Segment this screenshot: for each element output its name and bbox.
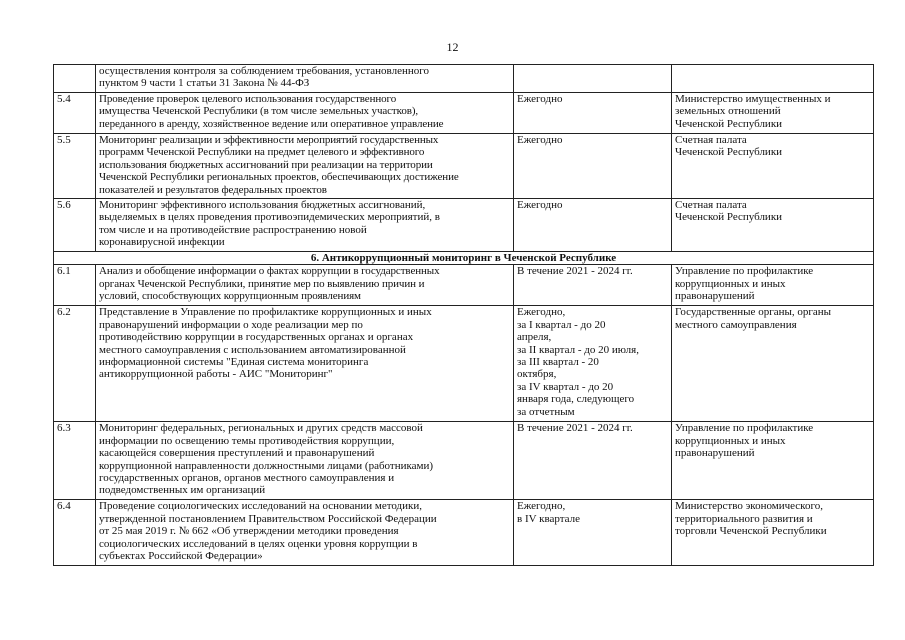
executor-cell-line: правонарушений [675, 290, 755, 303]
activity-cell [96, 422, 514, 500]
executor-cell-line: территориального развития и [675, 512, 813, 525]
activity-cell-line: коррупционной направленности должностными лицами (работниками) [99, 459, 434, 472]
term-cell-line: Ежегодно [517, 199, 563, 211]
term-cell-line: января года, следующего [517, 393, 635, 406]
executor-cell-line: коррупционных и иных [675, 277, 786, 290]
section-title: 6. Антикоррупционный мониторинг в Чеченской Республике [54, 252, 874, 265]
table-row [54, 500, 874, 566]
executor-cell-line: Чеченской Республики [675, 211, 783, 224]
term-cell [514, 422, 672, 500]
page-number: 12 [446, 40, 459, 54]
executor-cell-line: Государственные органы, органы [675, 306, 832, 319]
activity-cell-line: условий, способствующих коррупционным проявлениям [99, 290, 361, 303]
term-cell-line: в IV квартале [517, 512, 581, 525]
executor-cell-line: коррупционных и иных [675, 434, 786, 447]
activity-cell [96, 134, 514, 199]
term-cell [514, 199, 672, 252]
term-cell-line: В течение 2021 - 2024 гг. [517, 265, 633, 278]
activity-cell-line: использования бюджетных ассигнований при реализации на территории [99, 158, 433, 171]
activity-cell-line: программ Чеченской Республики на предмет целевого и эффективного [99, 146, 425, 159]
activity-cell-line: противодействию коррупции в государственных органах и органах [99, 331, 414, 344]
activity-cell-line: государственных органов, органов местного самоуправления и [99, 472, 395, 485]
executor-cell-line: Управление по профилактике [675, 422, 814, 435]
term-cell [514, 134, 672, 199]
executor-cell-line: Министерство экономического, [675, 500, 823, 513]
activity-cell-line: Представление в Управление по профилактике коррупционных и иных [99, 306, 432, 319]
activity-cell-line: Мониторинг реализации и эффективности мероприятий государственных [99, 134, 439, 146]
activity-cell-line: Проведение социологических исследований на основании методики, [99, 500, 423, 513]
executor-cell [672, 306, 874, 422]
term-cell-line: В течение 2021 - 2024 гг. [517, 422, 633, 435]
term-cell-line: за I квартал - до 20 [517, 318, 606, 331]
row-number: 5.6 [54, 199, 96, 252]
term-cell-line: Ежегодно, [517, 306, 566, 319]
activity-cell-line: выделяемых в целях проведения противоэпидемических мероприятий, в [99, 211, 440, 224]
activity-cell-line: социологических исследований в целях оценки уровня коррупции в [99, 537, 418, 550]
table-row [54, 134, 874, 199]
activity-cell-line: Мониторинг федеральных, региональных и других средств массовой [99, 422, 423, 435]
activity-cell-line: имущества Чеченской Республики (в том числе земельных участков), [99, 105, 419, 118]
activity-cell-line: от 25 мая 2019 г. № 662 «Об утверждении методики проведения [99, 525, 399, 538]
activity-cell-line: антикоррупционной работы - АИС "Мониторинг" [99, 368, 333, 381]
section-row [54, 252, 874, 265]
term-cell-line: апреля, [517, 331, 552, 344]
term-cell-line: Ежегодно [517, 93, 563, 105]
activity-cell [96, 93, 514, 134]
term-cell-line: за IV квартал - до 20 [517, 380, 614, 393]
executor-cell-line: Чеченской Республики [675, 117, 783, 130]
table-body-section-5 [54, 65, 874, 252]
table-section-header [54, 252, 874, 265]
row-number: 6.4 [54, 500, 96, 566]
table-body-section-6 [54, 265, 874, 566]
activity-cell-line: Чеченской Республики региональных проектов, обеспечивающих достижение [99, 171, 459, 184]
activity-cell-line: подведомственных им организаций [99, 484, 266, 497]
executor-cell-line: Чеченской Республики [675, 146, 783, 159]
executor-cell-line: Министерство имущественных и [675, 93, 831, 105]
executor-cell-line: Управление по профилактике [675, 265, 814, 278]
activity-cell-line: Анализ и обобщение информации о фактах коррупции в государственных [99, 265, 440, 278]
activity-cell-line: информации по освещению темы противодействия коррупции, [99, 434, 395, 447]
table-row [54, 306, 874, 422]
activity-cell-line: утвержденной постановлением Правительством Российской Федерации [99, 512, 437, 525]
activity-cell-line: пунктом 9 части 1 статьи 31 Закона № 44-ФЗ [99, 77, 310, 90]
activity-cell-line: субъектах Российской Федерации» [99, 550, 263, 563]
term-cell [514, 500, 672, 566]
row-number: 5.5 [54, 134, 96, 199]
activity-cell-line: показателей и результатов федеральных проектов [99, 183, 327, 196]
table-row [54, 422, 874, 500]
activity-cell-line: Мониторинг эффективного использования бюджетных ассигнований, [99, 199, 426, 211]
activity-cell [96, 306, 514, 422]
activity-cell [96, 65, 514, 93]
executor-cell [672, 422, 874, 500]
activity-cell-line: осуществления контроля за соблюдением требования, установленного [99, 65, 429, 77]
row-number: 6.2 [54, 306, 96, 422]
table-row [54, 65, 874, 93]
activity-cell [96, 199, 514, 252]
term-cell [514, 65, 672, 93]
table-row [54, 93, 874, 134]
activity-cell-line: органах Чеченской Республики, принятие мер по выявлению причин и [99, 277, 425, 290]
executor-cell [672, 134, 874, 199]
activity-cell-line: касающейся совершения преступлений и правонарушений [99, 447, 375, 460]
executor-cell-line: Счетная палата [675, 199, 747, 211]
activity-cell-line: Проведение проверок целевого использования государственного [99, 93, 397, 105]
executor-cell [672, 65, 874, 93]
row-number [54, 65, 96, 93]
term-cell-line: октября, [517, 368, 557, 381]
table-row [54, 265, 874, 306]
term-cell [514, 265, 672, 306]
activity-cell-line: переданного в аренду, хозяйственное ведение или оперативное управление [99, 117, 444, 130]
term-cell [514, 93, 672, 134]
executor-cell [672, 500, 874, 566]
plan-table [53, 64, 874, 566]
activity-cell [96, 500, 514, 566]
term-cell [514, 306, 672, 422]
term-cell-line: за III квартал - 20 [517, 356, 599, 369]
executor-cell-line: Счетная палата [675, 134, 747, 146]
row-number: 6.1 [54, 265, 96, 306]
row-number: 5.4 [54, 93, 96, 134]
executor-cell [672, 265, 874, 306]
term-cell-line: Ежегодно [517, 134, 563, 146]
executor-cell-line: местного самоуправления [675, 318, 797, 331]
row-number: 6.3 [54, 422, 96, 500]
term-cell-line: Ежегодно, [517, 500, 566, 513]
activity-cell-line: правонарушений информации о ходе реализации мер по [99, 318, 363, 331]
activity-cell-line: местного самоуправления с использованием автоматизированной [99, 343, 406, 356]
term-cell-line: за II квартал - до 20 июля, [517, 343, 639, 356]
executor-cell [672, 93, 874, 134]
activity-cell [96, 265, 514, 306]
table-row [54, 199, 874, 252]
executor-cell-line: земельных отношений [675, 105, 781, 118]
executor-cell [672, 199, 874, 252]
activity-cell-line: том числе и на противодействие распространению новой [99, 223, 367, 236]
activity-cell-line: информационной системы "Единая система мониторинга [99, 356, 369, 369]
executor-cell-line: правонарушений [675, 447, 755, 460]
activity-cell-line: коронавирусной инфекции [99, 236, 225, 249]
executor-cell-line: торговли Чеченской Республики [675, 525, 827, 538]
term-cell-line: за отчетным [517, 405, 575, 418]
